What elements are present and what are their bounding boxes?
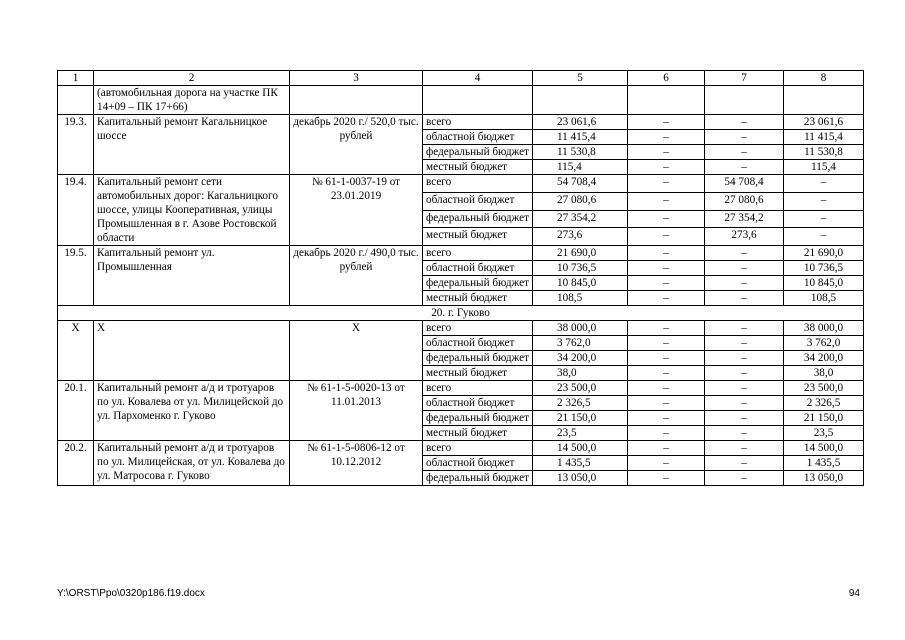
amount-cell: –: [628, 411, 705, 426]
amount-cell: –: [705, 366, 784, 381]
project-document: декабрь 2020 г./ 490,0 тыс. рублей: [290, 246, 423, 306]
funding-source: областной бюджет: [423, 396, 533, 411]
amount-cell: 273,6: [533, 228, 628, 246]
project-number: 19.4.: [58, 175, 94, 246]
amount-cell: –: [705, 411, 784, 426]
amount-cell: –: [628, 321, 705, 336]
amount-cell: 11 415,4: [784, 130, 864, 145]
col-header: 5: [533, 71, 628, 86]
amount-cell: 27 080,6: [705, 192, 784, 210]
funding-source: всего: [423, 321, 533, 336]
table-row: [58, 175, 864, 193]
amount-cell: –: [705, 456, 784, 471]
amount-cell: –: [705, 276, 784, 291]
funding-source: областной бюджет: [423, 130, 533, 145]
amount-cell: 3 762,0: [784, 336, 864, 351]
amount-cell: 11 415,4: [533, 130, 628, 145]
project-document: Х: [290, 321, 423, 381]
project-document: № 61-1-0037-19 от 23.01.2019: [290, 175, 423, 246]
amount-cell: 115,4: [784, 160, 864, 175]
amount-cell: –: [705, 160, 784, 175]
amount-cell: –: [705, 130, 784, 145]
amount-cell: –: [705, 145, 784, 160]
amount-cell: 54 708,4: [705, 175, 784, 193]
amount-cell: –: [628, 396, 705, 411]
funding-source: всего: [423, 115, 533, 130]
project-name: Капитальный ремонт Кагальницкое шоссе: [94, 115, 290, 175]
budget-table: [57, 70, 864, 486]
amount-cell: –: [628, 160, 705, 175]
section-title: 20. г. Гуково: [58, 306, 864, 321]
amount-cell: 23,5: [784, 426, 864, 441]
amount-cell: –: [784, 192, 864, 210]
funding-source: областной бюджет: [423, 192, 533, 210]
amount-cell: –: [784, 175, 864, 193]
amount-cell: –: [628, 145, 705, 160]
amount-cell: 108,5: [784, 291, 864, 306]
amount-cell: 13 050,0: [533, 471, 628, 486]
funding-source: местный бюджет: [423, 366, 533, 381]
project-number: Х: [58, 321, 94, 381]
amount-cell: 10 845,0: [533, 276, 628, 291]
amount-cell: –: [628, 175, 705, 193]
col-header: 4: [423, 71, 533, 86]
funding-source: федеральный бюджет: [423, 145, 533, 160]
project-name: Капитальный ремонт сети автомобильных дорог: Кагальницкого шоссе, улицы Кооперативная, улицы Промышленная в г. Азове Ростовской области: [94, 175, 290, 246]
funding-source: федеральный бюджет: [423, 471, 533, 486]
amount-cell: –: [628, 351, 705, 366]
amount-cell: 21 150,0: [784, 411, 864, 426]
amount-cell: –: [628, 471, 705, 486]
col-header: 8: [784, 71, 864, 86]
amount-cell: 273,6: [705, 228, 784, 246]
amount-cell: 2 326,5: [533, 396, 628, 411]
funding-source: федеральный бюджет: [423, 276, 533, 291]
section-row: [58, 306, 864, 321]
project-number: 19.3.: [58, 115, 94, 175]
table-row: [58, 115, 864, 130]
amount-cell: 13 050,0: [784, 471, 864, 486]
table-row: [58, 381, 864, 396]
amount-cell: 21 150,0: [533, 411, 628, 426]
amount-cell: 21 690,0: [784, 246, 864, 261]
amount-cell: 27 354,2: [705, 210, 784, 228]
funding-source: областной бюджет: [423, 336, 533, 351]
funding-source: местный бюджет: [423, 228, 533, 246]
amount-cell: 27 354,2: [533, 210, 628, 228]
funding-source: федеральный бюджет: [423, 210, 533, 228]
funding-source: местный бюджет: [423, 160, 533, 175]
amount-cell: 14 500,0: [533, 441, 628, 456]
amount-cell: –: [705, 261, 784, 276]
col-header: 3: [290, 71, 423, 86]
header-row: [58, 71, 864, 86]
footer-file-path: Y:\ORST\Ppo\0320p186.f19.docx: [57, 588, 205, 599]
project-document: декабрь 2020 г./ 520,0 тыс. рублей: [290, 115, 423, 175]
funding-source: местный бюджет: [423, 291, 533, 306]
amount-cell: 38 000,0: [784, 321, 864, 336]
amount-cell: 2 326,5: [784, 396, 864, 411]
amount-cell: –: [705, 115, 784, 130]
amount-cell: –: [628, 192, 705, 210]
funding-source: местный бюджет: [423, 426, 533, 441]
amount-cell: –: [628, 115, 705, 130]
project-name: Капитальный ремонт ул. Промышленная: [94, 246, 290, 306]
amount-cell: –: [705, 321, 784, 336]
amount-cell: –: [628, 130, 705, 145]
funding-source: федеральный бюджет: [423, 351, 533, 366]
amount-cell: –: [628, 366, 705, 381]
project-document: № 61-1-5-0806-12 от 10.12.2012: [290, 441, 423, 486]
amount-cell: 14 500,0: [784, 441, 864, 456]
funding-source: областной бюджет: [423, 261, 533, 276]
amount-cell: 21 690,0: [533, 246, 628, 261]
col-header: 7: [705, 71, 784, 86]
table-row: [58, 246, 864, 261]
funding-source: федеральный бюджет: [423, 411, 533, 426]
amount-cell: –: [628, 246, 705, 261]
amount-cell: –: [628, 261, 705, 276]
page-number: 94: [848, 588, 860, 599]
amount-cell: –: [705, 246, 784, 261]
funding-source: всего: [423, 246, 533, 261]
amount-cell: –: [628, 291, 705, 306]
amount-cell: 108,5: [533, 291, 628, 306]
amount-cell: 38,0: [533, 366, 628, 381]
amount-cell: –: [705, 351, 784, 366]
amount-cell: –: [628, 426, 705, 441]
amount-cell: –: [628, 210, 705, 228]
amount-cell: 23 061,6: [533, 115, 628, 130]
project-number: 20.1.: [58, 381, 94, 441]
funding-source: всего: [423, 381, 533, 396]
amount-cell: 10 736,5: [784, 261, 864, 276]
amount-cell: –: [784, 228, 864, 246]
amount-cell: 11 530,8: [784, 145, 864, 160]
funding-source: областной бюджет: [423, 456, 533, 471]
project-name: (автомобильная дорога на участке ПК 14+09 – ПК 17+66): [94, 86, 290, 115]
amount-cell: –: [705, 471, 784, 486]
amount-cell: 1 435,5: [784, 456, 864, 471]
table-row: [58, 441, 864, 456]
funding-source: всего: [423, 441, 533, 456]
amount-cell: –: [628, 336, 705, 351]
amount-cell: –: [784, 210, 864, 228]
amount-cell: 23 500,0: [533, 381, 628, 396]
amount-cell: 11 530,8: [533, 145, 628, 160]
amount-cell: –: [705, 441, 784, 456]
amount-cell: –: [628, 276, 705, 291]
project-name: Капитальный ремонт а/д и тротуаров по ул. Ковалева от ул. Милицейской до ул. Пархоменко г. Гуково: [94, 381, 290, 441]
amount-cell: 10 845,0: [784, 276, 864, 291]
col-header: 6: [628, 71, 705, 86]
amount-cell: –: [628, 381, 705, 396]
amount-cell: 38 000,0: [533, 321, 628, 336]
amount-cell: –: [628, 441, 705, 456]
project-number: 19.5.: [58, 246, 94, 306]
amount-cell: 23 061,6: [784, 115, 864, 130]
amount-cell: 38,0: [784, 366, 864, 381]
amount-cell: 54 708,4: [533, 175, 628, 193]
table-row: [58, 321, 864, 336]
amount-cell: 23 500,0: [784, 381, 864, 396]
amount-cell: 3 762,0: [533, 336, 628, 351]
amount-cell: –: [705, 381, 784, 396]
amount-cell: –: [705, 396, 784, 411]
col-header: 2: [94, 71, 290, 86]
amount-cell: 1 435,5: [533, 456, 628, 471]
table-row: [58, 86, 864, 115]
project-number: 20.2.: [58, 441, 94, 486]
col-header: 1: [58, 71, 94, 86]
project-name: Х: [94, 321, 290, 381]
project-name: Капитальный ремонт а/д и тротуаров по ул. Милицейская, от ул. Ковалева до ул. Матросова г. Гуково: [94, 441, 290, 486]
amount-cell: –: [628, 228, 705, 246]
amount-cell: 115,4: [533, 160, 628, 175]
amount-cell: –: [705, 426, 784, 441]
amount-cell: –: [705, 336, 784, 351]
amount-cell: 27 080,6: [533, 192, 628, 210]
amount-cell: –: [628, 456, 705, 471]
amount-cell: 23,5: [533, 426, 628, 441]
amount-cell: –: [705, 291, 784, 306]
amount-cell: 34 200,0: [784, 351, 864, 366]
funding-source: всего: [423, 175, 533, 193]
amount-cell: 34 200,0: [533, 351, 628, 366]
project-document: № 61-1-5-0020-13 от 11.01.2013: [290, 381, 423, 441]
amount-cell: 10 736,5: [533, 261, 628, 276]
